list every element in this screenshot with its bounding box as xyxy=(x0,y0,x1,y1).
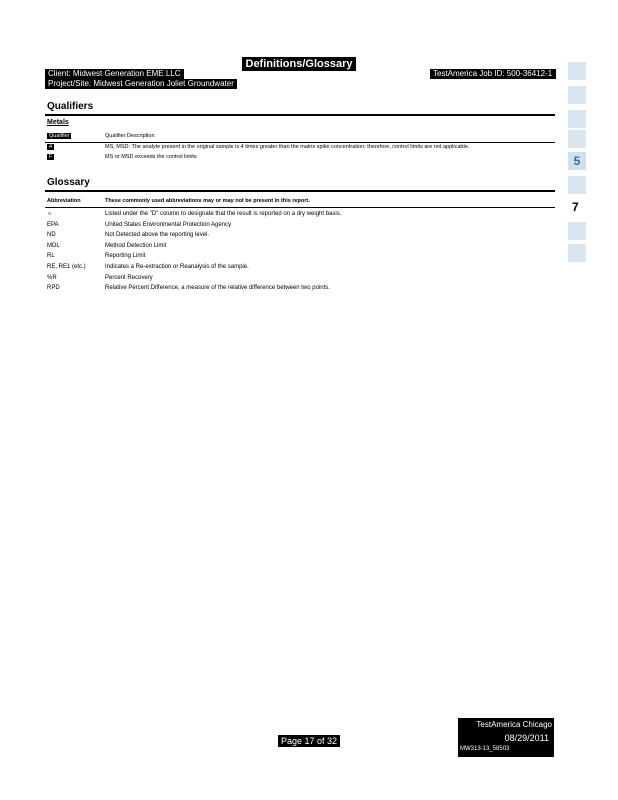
footer-lab-block xyxy=(458,718,554,757)
side-tab-6 xyxy=(568,176,586,194)
side-tab-5: 5 xyxy=(568,152,586,170)
glossary-heading: Glossary xyxy=(47,177,90,188)
side-tab-8 xyxy=(568,222,586,240)
glossary-row xyxy=(47,263,557,273)
glossary-rule xyxy=(45,190,555,192)
side-tab-1 xyxy=(568,62,586,80)
glossary-row xyxy=(47,284,557,294)
glossary-row xyxy=(47,221,557,231)
footer-date: 08/29/2011 xyxy=(504,733,549,743)
metals-subheading: Metals xyxy=(47,119,69,126)
glossary-description: Reporting Limit xyxy=(105,253,146,260)
job-id: TestAmerica Job ID: 500-36412-1 xyxy=(430,69,556,79)
qualifier-description-1: MS, MSD: The analyte present in the original sample is 4 times greater than the matrix spike concentration; therefore, control limits are not applicable. xyxy=(105,144,470,150)
glossary-description-header: These commonly used abbreviations may or may not be present in this report. xyxy=(105,198,310,204)
glossary-abbreviation: RE, RE1 (etc.) xyxy=(47,264,86,270)
footer-id: MW313-13_58503 xyxy=(460,746,510,752)
glossary-abbreviation: %R xyxy=(47,274,57,281)
glossary-description: Relative Percent Difference, a measure of the relative difference between two points. xyxy=(105,285,330,292)
project-line: Project/Site: Midwest Generation Joliet Groundwater xyxy=(45,79,237,89)
glossary-abbreviation: RPD xyxy=(47,285,60,292)
qualifier-col-header: Qualifier xyxy=(49,133,70,139)
glossary-description: United States Environmental Protection Agency xyxy=(105,221,232,228)
page-number: Page 17 of 32 xyxy=(0,731,618,749)
glossary-abbreviation: MDL xyxy=(47,242,60,249)
glossary-description: Method Detection Limit xyxy=(105,242,167,249)
glossary-description: Not Detected above the reporting level. xyxy=(105,232,210,239)
side-tab-7: 7 xyxy=(572,200,579,214)
glossary-abbreviation: RL xyxy=(47,253,55,260)
glossary-row xyxy=(47,252,557,262)
side-tab-2 xyxy=(568,86,586,104)
glossary-abbreviation: ND xyxy=(47,232,56,239)
qualifier-code-1: 4 xyxy=(49,144,53,150)
glossary-row xyxy=(47,231,557,241)
glossary-row xyxy=(47,210,557,220)
footer-lab: TestAmerica Chicago xyxy=(476,720,552,729)
qualifiers-table-rule xyxy=(45,142,555,143)
qualifier-code-2: F xyxy=(49,154,53,160)
glossary-abbreviation: EPA xyxy=(47,221,59,228)
abbreviation-col-header: Abbreviation xyxy=(47,198,81,204)
glossary-description: Listed under the "D" column to designate that the result is reported on a dry weight basis. xyxy=(105,211,342,217)
glossary-row xyxy=(47,242,557,252)
page-title: Definitions/Glossary xyxy=(0,54,598,72)
qualifiers-heading: Qualifiers xyxy=(47,101,94,112)
side-tab-3 xyxy=(568,110,586,128)
glossary-abbreviation: ☼ xyxy=(47,211,53,217)
side-tab-9 xyxy=(568,244,586,262)
qualifier-description-header: Qualifier Description xyxy=(105,133,155,139)
glossary-description: Indicates a Re-extraction or Reanalysis of the sample. xyxy=(105,264,249,270)
side-tab-4 xyxy=(568,130,586,148)
qualifiers-rule xyxy=(45,114,555,116)
glossary-description: Percent Recovery xyxy=(105,274,153,281)
client-line: Client: Midwest Generation EME LLC xyxy=(45,69,184,79)
qualifier-description-2: MS or MSD exceeds the control limits xyxy=(105,154,197,160)
glossary-table-rule xyxy=(45,207,555,208)
glossary-row xyxy=(47,274,557,284)
